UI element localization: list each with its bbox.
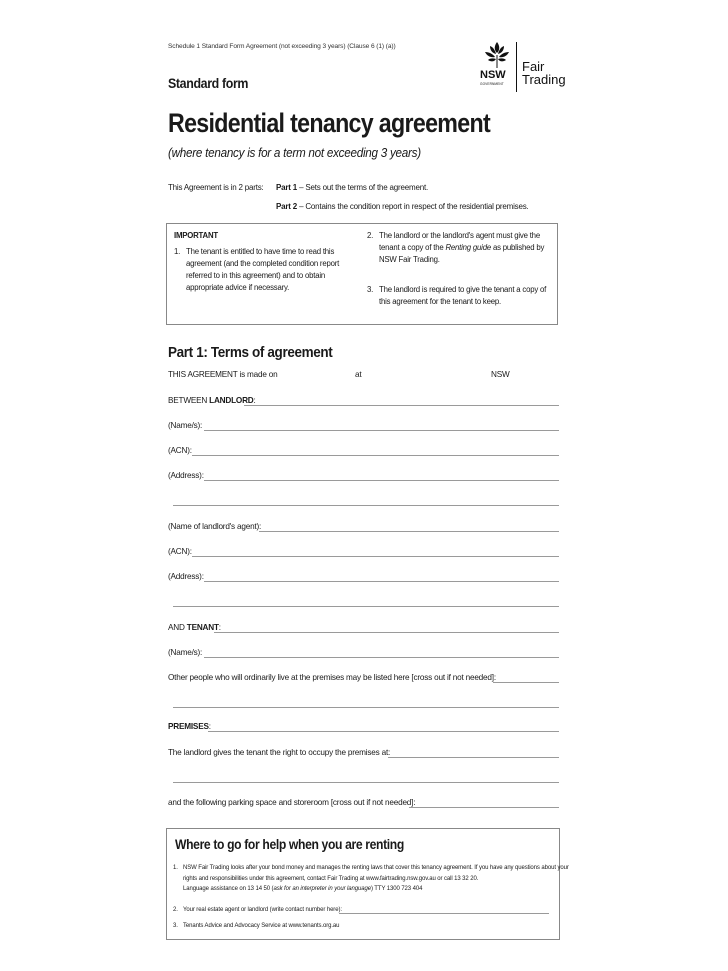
logo-fair-trading-text xyxy=(522,60,566,86)
help-item1-number: 1. xyxy=(173,865,178,871)
agent-acn-label: (ACN): xyxy=(168,547,192,556)
landlord-address-label: (Address): xyxy=(168,471,204,480)
logo-fair: Fair xyxy=(522,59,545,74)
other-occupants-label: Other people who will ordinarily live at the premises may be listed here [cross out if not needed]: xyxy=(168,673,496,682)
important-item2: The landlord or the landlord's agent must give the tenant a copy of the Renting guide as published by NSW Fair Trading. xyxy=(379,231,545,264)
help-box xyxy=(166,828,569,940)
landlord-agent-name-label: (Name of landlord's agent): xyxy=(168,522,262,531)
agent-contact-field[interactable] xyxy=(339,913,549,914)
occupy-premises-label: The landlord gives the tenant the right to occupy the premises at: xyxy=(168,748,391,757)
agreement-made-on-label: THIS AGREEMENT is made on xyxy=(168,370,278,379)
parking-storeroom-field[interactable] xyxy=(409,807,559,808)
page-subtitle: (where tenancy is for a term not exceeding 3 years) xyxy=(168,145,421,160)
landlord-acn-label: (ACN): xyxy=(168,446,192,455)
between-landlord-label: BETWEEN LANDLORD: xyxy=(168,396,256,405)
standard-form-label: Standard form xyxy=(168,76,249,91)
help-title: Where to go for help when you are renting xyxy=(175,837,404,852)
logo-government-text: GOVERNMENT xyxy=(480,82,504,86)
logo-nsw-text: NSW xyxy=(480,69,506,81)
parts-intro-label: This Agreement is in 2 parts: xyxy=(168,183,264,192)
agent-address-label: (Address): xyxy=(168,572,204,581)
important-item3-number: 3. xyxy=(367,285,374,294)
parts-intro-part2: Part 2 – Contains the condition report in respect of the residential premises. xyxy=(276,202,529,211)
agent-acn-field[interactable] xyxy=(192,556,559,557)
important-notice-box xyxy=(166,223,558,325)
help-item1: NSW Fair Trading looks after your bond money and manages the renting laws that cover this tenancy agreement. If you have any questions about your rights and responsibilities under this agreement, contact Fair Trading at www.fairtrading.nsw.gov.au or call 13 32 20. Language assistance on 13 14 50 (ask for an interpreter in your language) TTY 1300 723 404 xyxy=(183,865,569,892)
premises-field[interactable] xyxy=(208,731,559,732)
logo-trading: Trading xyxy=(522,72,566,87)
parking-storeroom-label: and the following parking space and storeroom [cross out if not needed]: xyxy=(168,798,416,807)
important-item2-number: 2. xyxy=(367,231,374,240)
important-heading: IMPORTANT xyxy=(174,231,218,240)
landlord-address-field-line2[interactable] xyxy=(173,505,559,506)
premises-label: PREMISES: xyxy=(168,722,211,731)
landlord-names-label: (Name/s): xyxy=(168,421,203,430)
logo-divider xyxy=(516,42,517,92)
help-item3: Tenants Advice and Advocacy Service at www.tenants.org.au xyxy=(183,923,340,929)
agent-address-field[interactable] xyxy=(204,581,559,582)
tenant-field[interactable] xyxy=(214,632,559,633)
and-tenant-label: AND TENANT: xyxy=(168,623,221,632)
landlord-field[interactable] xyxy=(244,405,559,406)
landlord-address-field[interactable] xyxy=(204,480,559,481)
other-occupants-field[interactable] xyxy=(493,682,559,683)
part1-heading: Part 1: Terms of agreement xyxy=(168,344,333,361)
waratah-flower-icon xyxy=(482,40,512,70)
landlord-agent-name-field[interactable] xyxy=(259,531,559,532)
help-item3-number: 3. xyxy=(173,923,178,929)
schedule-reference: Schedule 1 Standard Form Agreement (not exceeding 3 years) (Clause 6 (1) (a)) xyxy=(168,43,396,50)
agreement-at-label: at xyxy=(355,370,362,379)
help-item2: Your real estate agent or landlord (write contact number here): xyxy=(183,907,342,913)
tenant-names-field[interactable] xyxy=(204,657,559,658)
landlord-acn-field[interactable] xyxy=(192,455,559,456)
occupy-premises-field[interactable] xyxy=(388,757,559,758)
important-item1: The tenant is entitled to have time to read this agreement (and the completed condition report referred to in this agreement) and to obtain appropriate advice if necessary. xyxy=(186,247,340,292)
important-item3: The landlord is required to give the tenant a copy of this agreement for the tenant to keep. xyxy=(379,285,547,306)
occupy-premises-field-line2[interactable] xyxy=(173,782,559,783)
agreement-nsw-label: NSW xyxy=(491,370,510,379)
parts-intro-part1: Part 1 – Sets out the terms of the agreement. xyxy=(276,183,428,192)
help-item2-number: 2. xyxy=(173,907,178,913)
nsw-fair-trading-logo xyxy=(478,40,568,96)
page-title: Residential tenancy agreement xyxy=(168,108,491,138)
important-item1-number: 1. xyxy=(174,247,181,256)
other-occupants-field-line2[interactable] xyxy=(173,707,559,708)
agent-address-field-line2[interactable] xyxy=(173,606,559,607)
landlord-names-field[interactable] xyxy=(204,430,559,431)
tenant-names-label: (Name/s): xyxy=(168,648,203,657)
